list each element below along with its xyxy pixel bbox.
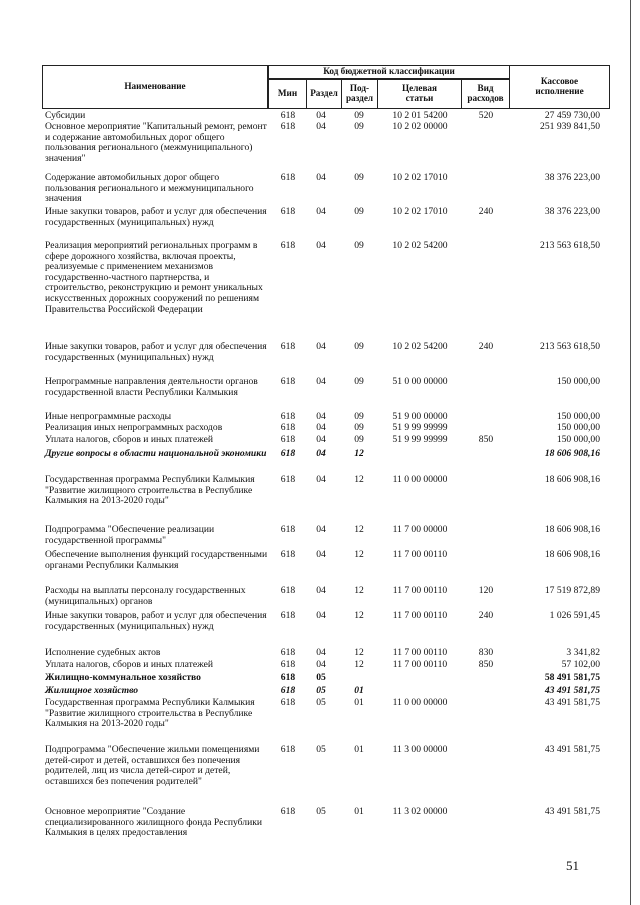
row-sum: 38 376 223,00 [544, 206, 600, 217]
row-razdel: 04 [316, 206, 326, 217]
row-tsel: 10 2 01 54200 [392, 110, 448, 121]
row-razdel: 05 [316, 806, 326, 817]
header-tsel-label: Целевая статьи [402, 83, 437, 103]
row-podrazdel: 12 [354, 524, 364, 535]
row-razdel: 04 [316, 610, 326, 621]
row-podrazdel: 01 [354, 685, 364, 696]
row-razdel: 04 [316, 376, 326, 387]
header-name [42, 65, 268, 109]
header-name-label: Наименование [124, 81, 186, 92]
row-podrazdel: 12 [354, 474, 364, 485]
row-name: Непрограммные направления деятельности органов государственной власти Республики Калмыкия [45, 376, 258, 398]
row-name: Исполнение судебных актов [45, 647, 161, 658]
row-min: 618 [280, 524, 296, 535]
row-tsel: 10 2 02 54200 [392, 240, 448, 251]
row-name: Субсидии [45, 110, 86, 121]
row-name: Уплата налогов, сборов и иных платежей [45, 434, 214, 445]
row-podrazdel: 12 [354, 610, 364, 621]
row-name: Жилищно-коммунальное хозяйство [45, 672, 201, 683]
row-razdel: 05 [316, 672, 326, 683]
row-min: 618 [280, 422, 296, 433]
row-sum: 18 606 908,16 [544, 448, 600, 459]
row-podrazdel: 01 [354, 697, 364, 708]
header-tsel [377, 79, 462, 109]
row-podrazdel: 09 [354, 422, 364, 433]
row-podrazdel: 09 [354, 110, 364, 121]
row-sum: 57 102,00 [561, 659, 600, 670]
row-sum: 43 491 581,75 [544, 685, 600, 696]
row-podrazdel: 12 [354, 659, 364, 670]
row-name: Иные закупки товаров, работ и услуг для обеспечения государственных (муниципальных) нужд [45, 341, 267, 363]
row-vid: 120 [478, 585, 494, 596]
header-code-group [268, 65, 510, 79]
row-min: 618 [280, 672, 296, 683]
row-name: Обеспечение выполнения функций государственными органами Республики Калмыкия [45, 549, 268, 571]
row-razdel: 04 [316, 647, 326, 658]
row-sum: 27 459 730,00 [544, 110, 600, 121]
row-min: 618 [280, 341, 296, 352]
row-sum: 58 491 581,75 [544, 672, 600, 683]
page-number: 51 [566, 858, 579, 873]
row-min: 618 [280, 549, 296, 560]
row-tsel: 51 9 99 99999 [392, 434, 448, 445]
row-tsel: 11 7 00 00110 [392, 659, 448, 670]
row-sum: 251 939 841,50 [540, 121, 600, 132]
header-razdel [306, 79, 342, 109]
row-tsel: 10 2 02 54200 [392, 341, 448, 352]
row-tsel: 51 0 00 00000 [392, 376, 448, 387]
row-tsel: 10 2 02 17010 [392, 172, 448, 183]
row-name: Подпрограмма "Обеспечение реализации государственной программы" [45, 524, 215, 546]
row-name: Иные закупки товаров, работ и услуг для обеспечения государственных (муниципальных) нужд [45, 610, 267, 632]
row-sum: 213 563 618,50 [540, 240, 600, 251]
row-tsel: 11 7 00 00110 [392, 585, 448, 596]
row-name: Основное мероприятие "Капитальный ремонт, ремонт и содержание автомобильных дорог общего пользования регионального (межмуниципального) значения" [45, 121, 267, 164]
row-sum: 17 519 872,89 [544, 585, 600, 596]
header-code-group-label: Код бюджетной классификации [323, 66, 455, 77]
row-tsel: 10 2 02 17010 [392, 206, 448, 217]
row-podrazdel: 09 [354, 376, 364, 387]
row-razdel: 04 [316, 240, 326, 251]
row-sum: 213 563 618,50 [540, 341, 600, 352]
row-razdel: 04 [316, 341, 326, 352]
row-min: 618 [280, 411, 296, 422]
row-min: 618 [280, 806, 296, 817]
row-tsel: 51 9 99 99999 [392, 422, 448, 433]
row-razdel: 04 [316, 411, 326, 422]
row-sum: 3 341,82 [566, 647, 600, 658]
row-min: 618 [280, 744, 296, 755]
row-min: 618 [280, 647, 296, 658]
row-min: 618 [280, 585, 296, 596]
row-razdel: 04 [316, 110, 326, 121]
row-vid: 240 [478, 610, 494, 621]
row-name: Основное мероприятие "Создание специализированного жилищного фонда Республики Калмыкия в целях предоставления [45, 806, 263, 839]
row-sum: 18 606 908,16 [544, 524, 600, 535]
header-vid [461, 79, 510, 109]
row-vid: 850 [478, 659, 494, 670]
row-name: Государственная программа Республики Калмыкия "Развитие жилищного строительства в Республике Калмыкия на 2013-2020 годы" [45, 474, 255, 507]
row-sum: 150 000,00 [556, 376, 600, 387]
row-min: 618 [280, 610, 296, 621]
row-sum: 150 000,00 [556, 422, 600, 433]
row-vid: 240 [478, 341, 494, 352]
row-podrazdel: 12 [354, 585, 364, 596]
row-podrazdel: 09 [354, 172, 364, 183]
row-razdel: 04 [316, 422, 326, 433]
row-name: Другие вопросы в области национальной экономики [45, 448, 267, 459]
row-name: Содержание автомобильных дорог общего пользования регионального и межмуниципального значения [45, 172, 254, 205]
row-min: 618 [280, 206, 296, 217]
row-tsel: 51 9 00 00000 [392, 411, 448, 422]
row-min: 618 [280, 685, 296, 696]
row-tsel: 11 3 02 00000 [392, 806, 448, 817]
row-podrazdel: 09 [354, 341, 364, 352]
row-min: 618 [280, 240, 296, 251]
header-razdel-label: Раздел [310, 88, 338, 99]
row-name: Реализация мероприятий региональных программ в сфере дорожного хозяйства, включая проекты, реализуемые с применением механизмов государственно-частного партнерства, и строительство, реконструкцию и ремонт уникальных искусственных дорожных сооружений по решениям Правительства Российской Федерации [45, 240, 263, 315]
header-podrazdel [341, 79, 378, 109]
row-tsel: 11 7 00 00110 [392, 549, 448, 560]
row-name: Иные закупки товаров, работ и услуг для обеспечения государственных (муниципальных) нужд [45, 206, 267, 228]
row-podrazdel: 01 [354, 806, 364, 817]
row-razdel: 04 [316, 474, 326, 485]
row-sum: 1 026 591,45 [549, 610, 600, 621]
row-sum: 43 491 581,75 [544, 697, 600, 708]
row-min: 618 [280, 376, 296, 387]
row-min: 618 [280, 697, 296, 708]
row-tsel: 11 7 00 00110 [392, 610, 448, 621]
row-podrazdel: 09 [354, 240, 364, 251]
row-podrazdel: 09 [354, 411, 364, 422]
row-sum: 43 491 581,75 [544, 806, 600, 817]
row-razdel: 04 [316, 659, 326, 670]
row-razdel: 05 [316, 744, 326, 755]
row-razdel: 04 [316, 434, 326, 445]
row-name: Уплата налогов, сборов и иных платежей [45, 659, 214, 670]
row-podrazdel: 12 [354, 448, 364, 459]
row-tsel: 11 3 00 00000 [392, 744, 448, 755]
row-razdel: 04 [316, 524, 326, 535]
row-sum: 43 491 581,75 [544, 744, 600, 755]
row-min: 618 [280, 659, 296, 670]
row-vid: 850 [478, 434, 494, 445]
row-sum: 18 606 908,16 [544, 549, 600, 560]
row-name: Государственная программа Республики Калмыкия "Развитие жилищного строительства в Республике Калмыкия на 2013-2020 годы" [45, 697, 255, 730]
row-name: Расходы на выплаты персоналу государственных (муниципальных) органов [45, 585, 246, 607]
row-razdel: 04 [316, 448, 326, 459]
row-podrazdel: 09 [354, 434, 364, 445]
row-min: 618 [280, 448, 296, 459]
row-podrazdel: 09 [354, 121, 364, 132]
header-min [268, 79, 307, 109]
row-name: Реализация иных непрограммных расходов [45, 422, 223, 433]
header-kassa-label: Кассовое исполнение [535, 76, 584, 96]
row-tsel: 11 0 00 00000 [392, 474, 448, 485]
row-name: Подпрограмма "Обеспечение жильми помещениями детей-сирот и детей, оставшихся без попечения родителей, лиц из числа детей-сирот и детей, оставшихся без попечения родителей" [45, 744, 260, 787]
row-podrazdel: 01 [354, 744, 364, 755]
row-sum: 38 376 223,00 [544, 172, 600, 183]
row-podrazdel: 09 [354, 206, 364, 217]
header-podrazdel-label: Под- раздел [345, 83, 374, 103]
row-razdel: 05 [316, 685, 326, 696]
row-name: Жилищное хозяйство [45, 685, 139, 696]
row-razdel: 04 [316, 121, 326, 132]
row-podrazdel: 12 [354, 549, 364, 560]
row-sum: 18 606 908,16 [544, 474, 600, 485]
row-sum: 150 000,00 [556, 434, 600, 445]
row-min: 618 [280, 434, 296, 445]
row-tsel: 11 7 00 00000 [392, 524, 448, 535]
row-min: 618 [280, 172, 296, 183]
row-podrazdel: 12 [354, 647, 364, 658]
row-razdel: 04 [316, 172, 326, 183]
row-min: 618 [280, 474, 296, 485]
header-min-label: Мин [277, 88, 298, 99]
row-min: 618 [280, 121, 296, 132]
row-vid: 830 [478, 647, 494, 658]
row-name: Иные непрограммные расходы [45, 411, 172, 422]
row-razdel: 04 [316, 585, 326, 596]
row-vid: 240 [478, 206, 494, 217]
row-min: 618 [280, 110, 296, 121]
row-tsel: 11 7 00 00110 [392, 647, 448, 658]
row-sum: 150 000,00 [556, 411, 600, 422]
header-vid-label: Вид расходов [467, 83, 504, 103]
header-kassa [509, 65, 610, 109]
row-razdel: 04 [316, 549, 326, 560]
page-edge-line [630, 0, 631, 905]
row-razdel: 05 [316, 697, 326, 708]
row-tsel: 11 0 00 00000 [392, 697, 448, 708]
row-vid: 520 [478, 110, 494, 121]
row-tsel: 10 2 02 00000 [392, 121, 448, 132]
